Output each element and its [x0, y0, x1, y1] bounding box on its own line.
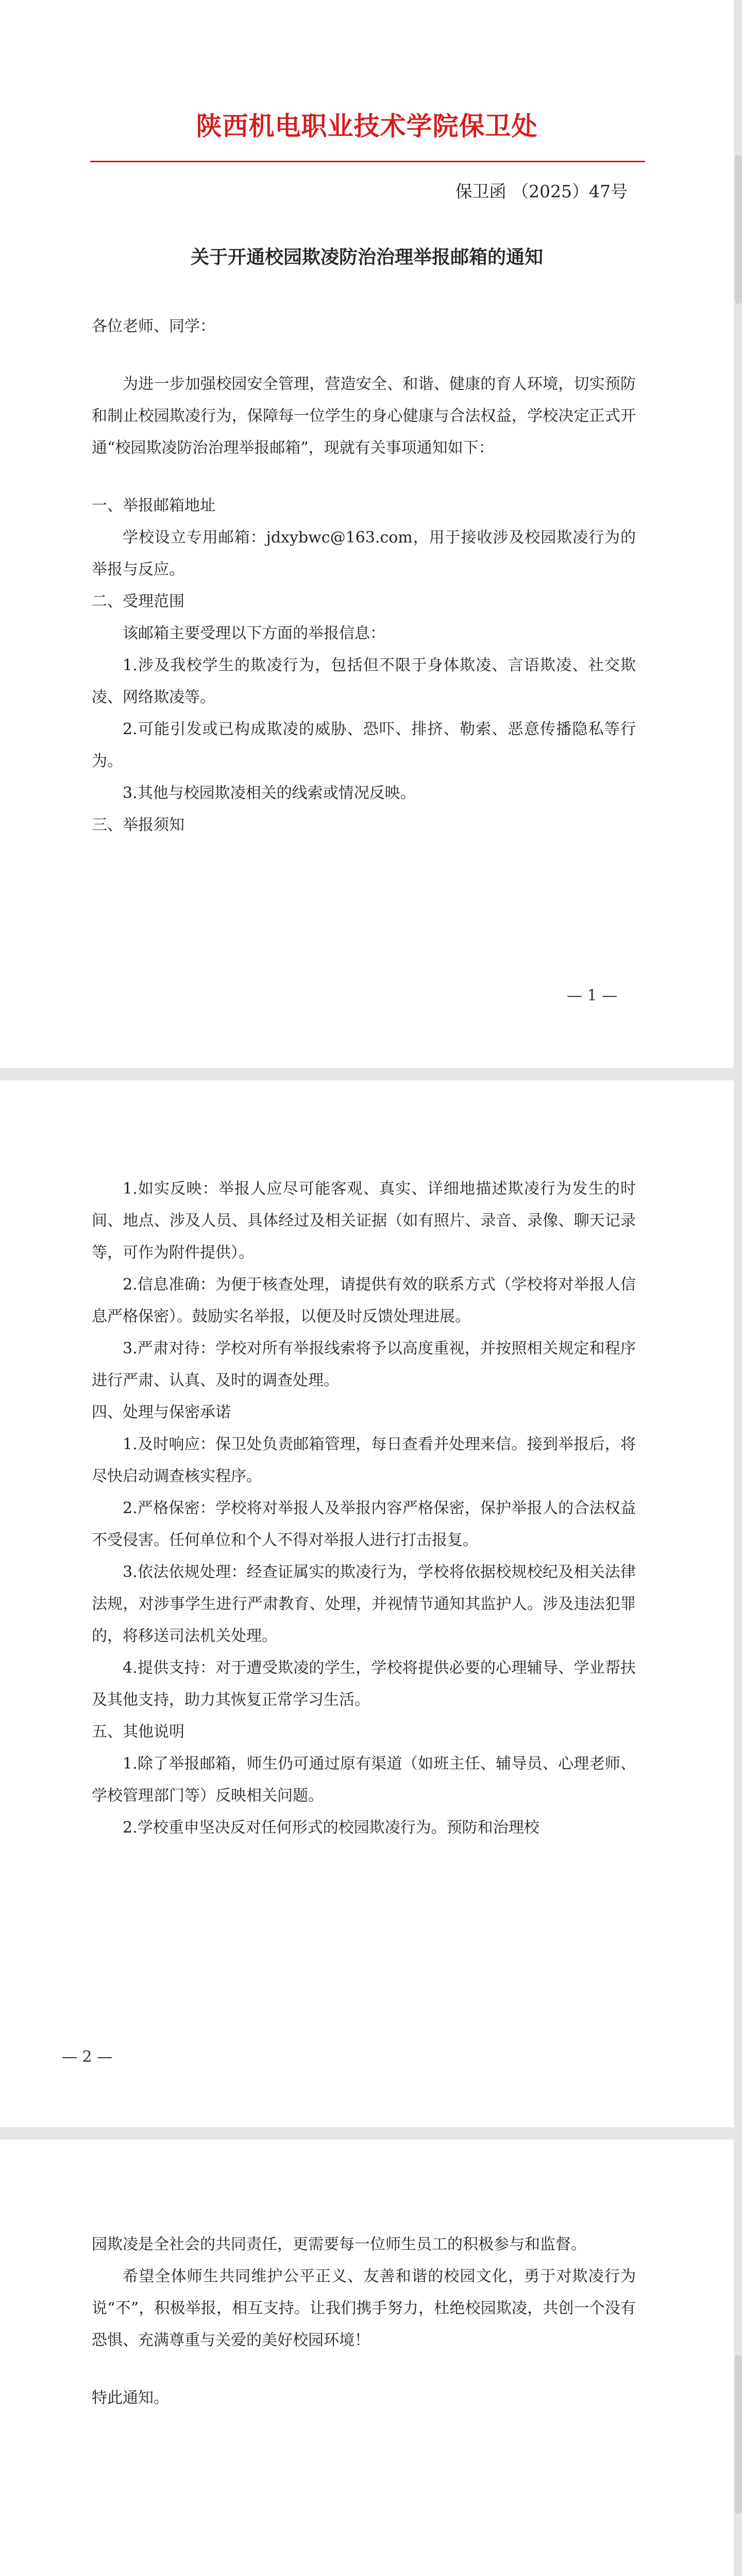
section-4-item: 2.严格保密：学校将对举报人及举报内容严格保密，保护举报人的合法权益不受侵害。任何单位和个人不得对举报人进行打击报复。 — [92, 1499, 636, 1549]
page-1-body — [92, 311, 636, 841]
document-page-3 — [0, 2140, 734, 2576]
section-5-continuation: 园欺凌是全社会的共同责任，更需要每一位师生员工的积极参与和监督。 — [92, 2235, 586, 2253]
section-5-heading: 五、其他说明 — [92, 1723, 184, 1741]
section-2-lead: 该邮箱主要受理以下方面的举报信息： — [123, 624, 385, 642]
section-2-heading: 二、受理范围 — [92, 592, 184, 611]
page-number: — 2 — — [62, 2048, 113, 2066]
section-1-heading: 一、举报邮箱地址 — [92, 497, 215, 515]
section-1-text: 学校设立专用邮箱：jdxybwc@163.com，用于接收涉及校园欺凌行为的举报与反应。 — [92, 529, 636, 579]
section-2-item: 2.可能引发或已构成欺凌的威胁、恐吓、排挤、勒索、恶意传播隐私等行为。 — [92, 720, 636, 770]
notice-title: 关于开通校园欺凌防治治理举报邮箱的通知 — [190, 246, 543, 268]
notice-end: 特此通知。 — [92, 2389, 169, 2407]
section-4-item: 1.及时响应：保卫处负责邮箱管理，每日查看并处理来信。接到举报后，将尽快启动调查核实程序。 — [92, 1435, 636, 1485]
section-3-item: 3.严肃对待：学校对所有举报线索将予以高度重视，并按照相关规定和程序进行严肃、认真、及时的调查处理。 — [92, 1340, 636, 1389]
section-5-item: 2.学校重申坚决反对任何形式的校园欺凌行为。预防和治理校 — [123, 1819, 539, 1837]
document-number: 保卫函 （2025）47号 — [455, 181, 628, 201]
header-red-rule — [90, 161, 645, 162]
intro-paragraph: 为进一步加强校园安全管理，营造安全、和谐、健康的育人环境，切实预防和制止校园欺凌行为，保障每一位学生的身心健康与合法权益，学校决定正式开通“校园欺凌防治治理举报邮箱”，现就有关事项通知如下： — [92, 375, 636, 457]
page-3-body — [92, 2229, 636, 2414]
section-2-item: 3.其他与校园欺凌相关的线索或情况反映。 — [123, 784, 416, 802]
document-page-2 — [0, 1080, 734, 2127]
section-3-item: 2.信息准确：为便于核查处理，请提供有效的联系方式（学校将对举报人信息严格保密）。鼓励实名举报，以便及时反馈处理进展。 — [92, 1276, 636, 1326]
scrollbar-thumb[interactable] — [735, 2354, 742, 2514]
page-2-body — [92, 1173, 636, 1844]
document-page-1 — [0, 0, 734, 1068]
section-4-item: 4.提供支持：对于遭受欺凌的学生，学校将提供必要的心理辅导、学业帮扶及其他支持，助力其恢复正常学习生活。 — [92, 1659, 636, 1709]
section-2-item: 1.涉及我校学生的欺凌行为，包括但不限于身体欺凌、言语欺凌、社交欺凌、网络欺凌等。 — [92, 656, 636, 706]
section-4-heading: 四、处理与保密承诺 — [92, 1403, 231, 1421]
page-number: — 1 — — [567, 987, 618, 1005]
salutation: 各位老师、同学： — [92, 317, 215, 335]
section-3-item: 1.如实反映：举报人应尽可能客观、真实、详细地描述欺凌行为发生的时间、地点、涉及人员、具体经过及相关证据（如有照片、录音、录像、聊天记录等，可作为附件提供）。 — [92, 1180, 636, 1262]
section-4-item: 3.依法依规处理：经查证属实的欺凌行为，学校将依据校规校纪及相关法律法规，对涉事学生进行严肃教育、处理，并视情节通知其监护人。涉及违法犯罪的，将移送司法机关处理。 — [92, 1563, 636, 1645]
section-5-item: 1.除了举报邮箱，师生仍可通过原有渠道（如班主任、辅导员、心理老师、学校管理部门等）反映相关问题。 — [92, 1755, 636, 1805]
scrollbar-thumb[interactable] — [735, 155, 742, 304]
issuing-org-title: 陕西机电职业技术学院保卫处 — [196, 111, 538, 141]
section-3-heading: 三、举报须知 — [92, 816, 184, 834]
closing-paragraph: 希望全体师生共同维护公平正义、友善和谐的校园文化，勇于对欺凌行为说“不”，积极举报，相互支持。让我们携手努力，杜绝校园欺凌，共创一个没有恐惧、充满尊重与关爱的美好校园环境！ — [92, 2267, 636, 2349]
